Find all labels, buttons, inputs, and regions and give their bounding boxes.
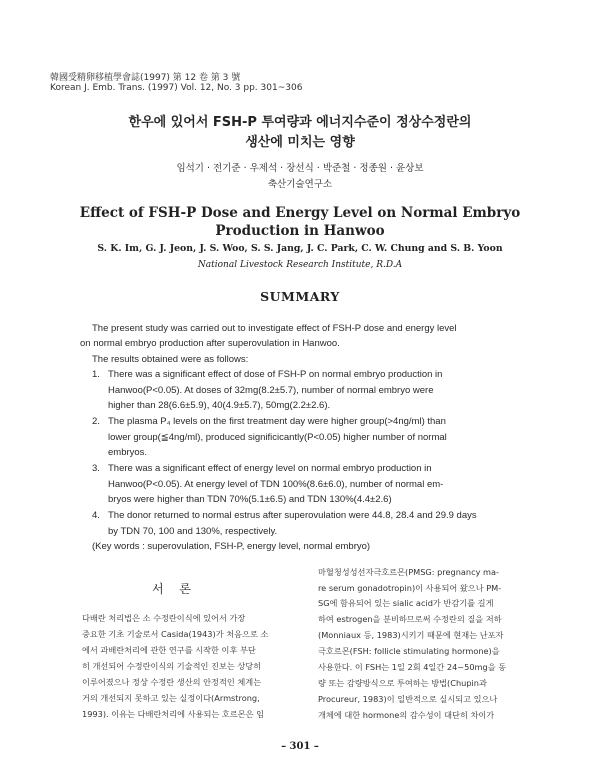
journal-header-korean: 韓國受精卵移植學會誌(1997) 第 12 卷 第 3 號 xyxy=(50,73,241,83)
summary-item-4-number: 4. xyxy=(92,510,100,521)
korean-title-line2: 생산에 미치는 영향 xyxy=(245,135,355,150)
intro-left-line-5: 이루어졌으나 정상 수정란 생산의 안정적인 체계는 xyxy=(82,677,262,687)
intro-left-line-6: 거의 개선되지 못하고 있는 실정이다(Armstrong, xyxy=(82,693,260,703)
english-affiliation: National Livestock Research Institute, R.D.A xyxy=(197,260,403,270)
summary-item-3-line3: bryos were higher than TDN 70%(5.1±6.5) and TDN 130%(4.4±2.6) xyxy=(108,494,392,505)
korean-authors: 임석기 · 전기준 · 우제석 · 장선식 · 박준철 · 정종원 · 윤상보 xyxy=(176,163,424,174)
summary-item-3-line1: There was a significant effect of energy level on normal embryo production in xyxy=(108,463,432,474)
intro-right-line-5: (Monniaux 등, 1983)시키기 때문에 현재는 난포자 xyxy=(318,630,504,640)
summary-item-2-line2: lower group(≦4ng/ml), produced significicantly(P<0.05) higher number of normal xyxy=(108,432,447,443)
intro-right-line-2: re serum gonadotropin)이 사용되어 왔으나 PM- xyxy=(318,583,502,593)
intro-right-line-10: 개체에 대한 hormone의 감수성이 대단히 차이가 xyxy=(318,710,495,720)
summary-item-2-number: 2. xyxy=(92,416,100,427)
keywords: (Key words : superovulation, FSH-P, energy level, normal embryo) xyxy=(92,541,371,552)
intro-left-line-2: 중요한 기초 기술로서 Casida(1943)가 처음으로 소 xyxy=(82,629,269,639)
english-authors: S. K. Im, G. J. Jeon, J. S. Woo, S. S. Jang, J. C. Park, C. W. Chung and S. B. Yoon xyxy=(97,243,503,254)
summary-item-4-line1: The donor returned to normal estrus after superovulation were 44.8, 28.4 and 29.9 days xyxy=(108,510,477,521)
introduction-heading: 서 론 xyxy=(152,582,197,596)
summary-intro-line2: on normal embryo production after superovulation in Hanwoo. xyxy=(80,338,340,349)
journal-header-english: Korean J. Emb. Trans. (1997) Vol. 12, No. 3 pp. 301~306 xyxy=(50,83,303,93)
summary-item-4-line2: by TDN 70, 100 and 130%, respectively. xyxy=(108,526,278,537)
summary-item-2-line3: embryos. xyxy=(108,447,148,458)
summary-item-1-line2: Hanwoo(P<0.05). At doses of 32mg(8.2±5.7), number of normal embryo were xyxy=(108,385,434,396)
intro-right-line-4: 하여 estrogen을 분비하므로써 수정란의 질을 저하 xyxy=(318,614,502,624)
summary-item-1-number: 1. xyxy=(92,369,100,380)
korean-title-line1: 한우에 있어서 FSH-P 투여량과 에너지수준이 정상수정란의 xyxy=(128,115,472,130)
intro-left-line-4: 히 개선되어 수정란이식의 기술적인 진보는 상당히 xyxy=(82,661,262,671)
summary-results-intro: The results obtained were as follows: xyxy=(92,354,249,365)
intro-right-line-6: 극호르몬(FSH: follicle stimulating hormone)을 xyxy=(318,646,500,656)
page-number: – 301 – xyxy=(281,741,319,752)
intro-right-line-9: Procureur, 1983)이 일반적으로 실시되고 있으나 xyxy=(318,694,498,704)
intro-left-line-1: 다배란 처리법은 소 수정란이식에 있어서 가장 xyxy=(82,613,246,623)
summary-item-1-line1: There was a significant effect of dose of FSH-P on normal embryo production in xyxy=(108,369,443,380)
intro-right-line-7: 사용한다. 이 FSH는 1일 2회 4일간 24~50mg을 동 xyxy=(318,662,507,672)
english-title-line1: Effect of FSH-P Dose and Energy Level on Normal Embryo xyxy=(79,205,521,221)
intro-left-line-7: 1993). 이유는 다배란처리에 사용되는 호르몬은 임 xyxy=(82,709,265,719)
summary-item-1-line3: higher than 28(6.6±5.9), 40(4.9±5.7), 50mg(2.2±2.6). xyxy=(108,400,331,411)
intro-right-line-1: 마혈청성성선자극호르몬(PMSG: pregnancy ma- xyxy=(318,567,500,577)
summary-intro-line1: The present study was carried out to investigate effect of FSH-P dose and energy level xyxy=(92,323,457,334)
intro-right-line-3: SG에 함유되어 있는 sialic acid가 반감기를 길게 xyxy=(318,598,494,608)
summary-item-3-number: 3. xyxy=(92,463,100,474)
summary-item-3-line2: Hanwoo(P<0.05). At energy level of TDN 100%(8.6±6.0), number of normal em- xyxy=(108,479,444,490)
intro-left-line-3: 에서 과배란처리에 관한 연구를 시작한 이후 부단 xyxy=(82,645,256,655)
korean-affiliation: 축산기술연구소 xyxy=(267,179,333,190)
summary-item-2-line1: The plasma P₄ levels on the first treatment day were higher group(>4ng/ml) than xyxy=(108,416,446,427)
intro-right-line-8: 량 또는 감량방식으로 투여하는 방법(Chupin과 xyxy=(318,678,487,688)
summary-heading: SUMMARY xyxy=(260,289,340,304)
english-title-line2: Production in Hanwoo xyxy=(215,223,385,239)
